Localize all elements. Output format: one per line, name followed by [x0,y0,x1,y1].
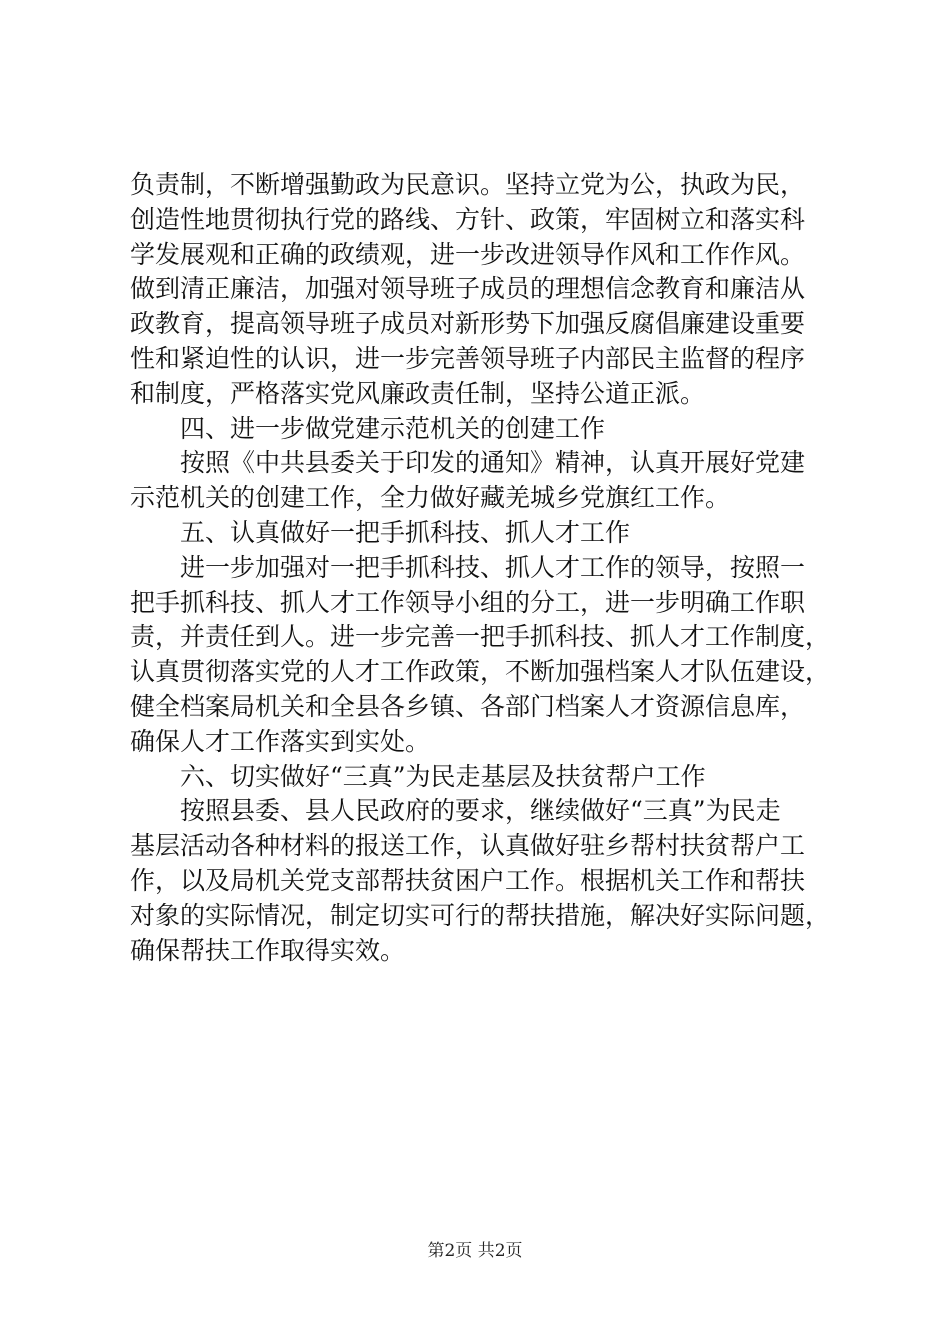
body-line: 创造性地贯彻执行党的路线、方针、政策，牢固树立和落实科 [130,204,806,234]
body-line: 确保人才工作落实到实处。 [130,726,431,756]
paragraph-first-line: 进一步加强对一把手抓科技、抓人才工作的领导，按照一 [180,552,806,582]
page-footer [0,1240,950,1262]
body-line: 把手抓科技、抓人才工作领导小组的分工，进一步明确工作职 [130,587,806,617]
body-line: 政教育，提高领导班子成员对新形势下加强反腐倡廉建设重要 [130,309,806,339]
body-line: 责，并责任到人。进一步完善一把手抓科技、抓人才工作制度， [130,622,830,652]
section-heading-6: 六、切实做好“三真”为民走基层及扶贫帮户工作 [180,761,706,791]
document-body [130,168,830,968]
paragraph-first-line: 按照县委、县人民政府的要求，继续做好“三真”为民走 [180,796,781,826]
body-line: 基层活动各种材料的报送工作，认真做好驻乡帮村扶贫帮户工 [130,831,806,861]
section-heading-4: 四、进一步做党建示范机关的创建工作 [180,413,606,443]
body-line: 确保帮扶工作取得实效。 [130,935,406,965]
body-line: 健全档案局机关和全县各乡镇、各部门档案人才资源信息库， [130,691,806,721]
body-line: 示范机关的创建工作，全力做好藏羌城乡党旗红工作。 [130,483,731,513]
body-line: 和制度，严格落实党风廉政责任制，坚持公道正派。 [130,378,706,408]
body-line: 性和紧迫性的认识，进一步完善领导班子内部民主监督的程序 [130,343,806,373]
section-heading-5: 五、认真做好一把手抓科技、抓人才工作 [180,517,631,547]
body-line: 学发展观和正确的政绩观，进一步改进领导作风和工作作风。 [130,239,806,269]
body-line: 作，以及局机关党支部帮扶贫困户工作。根据机关工作和帮扶 [130,865,806,895]
page-number: 第2页 共2页 [427,1241,523,1261]
body-line: 做到清正廉洁，加强对领导班子成员的理想信念教育和廉洁从 [130,274,806,304]
body-line: 负责制，不断增强勤政为民意识。坚持立党为公，执政为民， [130,170,806,199]
body-line: 认真贯彻落实党的人才工作政策，不断加强档案人才队伍建设， [130,657,830,687]
paragraph-first-line: 按照《中共县委关于印发的通知》精神，认真开展好党建 [180,448,806,478]
body-line: 对象的实际情况，制定切实可行的帮扶措施，解决好实际问题， [130,900,830,930]
